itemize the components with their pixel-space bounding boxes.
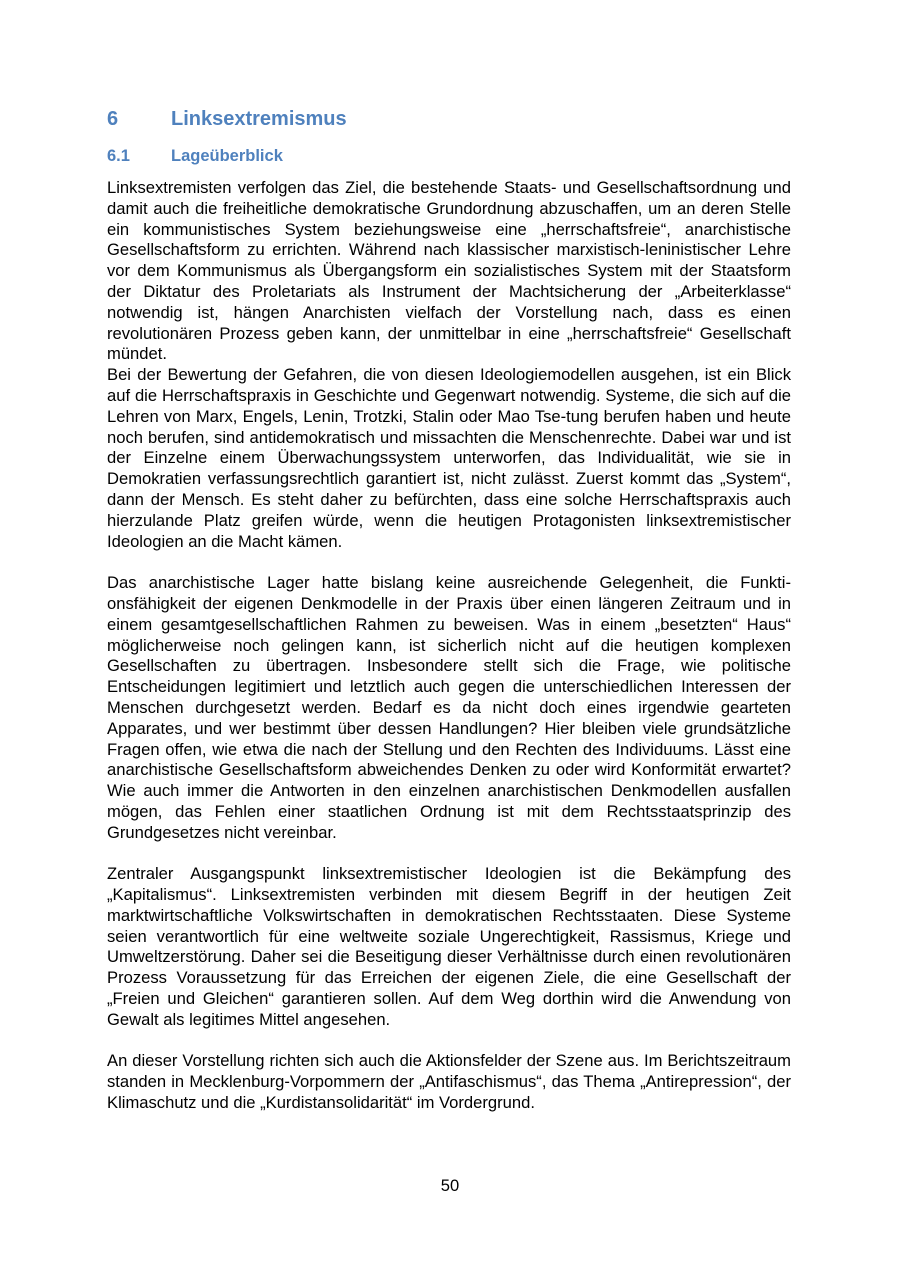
paragraph-3: Das anarchistische Lager hatte bislang keine ausreichende Gelegenheit, die Funktionsfähigkeit der eigenen Denkmodelle in der Praxis über einen längeren Zeitraum und in einem gesamtgesellschaftlichen Rahmen zu beweisen. Was in einem „besetzten“ Haus“ möglicherweise noch gelingen kann, ist sicherlich nicht auf die heutigen komplexen Gesellschaften zu übertragen. Insbesondere stellt sich die Frage, wie politische Entscheidungen legitimiert und letztlich auch gegen die unterschiedlichen Interessen der Menschen durchgesetzt werden. Bedarf es da nicht doch eines irgendwie gearteten Apparates, und wer bestimmt über dessen Handlungen? Hier bleiben viele grundsätzliche Fragen offen, wie etwa die nach der Stellung und den Rechten des Individuums. Lässt eine anarchistische Gesellschaftsform abweichendes Denken zu oder wird Konformität erwartet? Wie auch immer die Antworten in den einzelnen anarchistischen Denkmodellen ausfallen mögen, das Fehlen einer staatlichen Ordnung ist mit dem Rechtsstaatsprinzip des Grundgesetzes nicht vereinbar. [107, 573, 791, 842]
paragraph-5: An dieser Vorstellung richten sich auch die Aktionsfelder der Szene aus. Im Berichtszeitraum standen in Mecklenburg-Vorpommern der „Antifaschismus“, das Thema „Antirepression“, der Klimaschutz und die „Kurdistansolidarität“ im Vordergrund. [107, 1051, 791, 1113]
section-title: Lageüberblick [171, 147, 283, 165]
paragraph-1: Linksextremisten verfolgen das Ziel, die bestehende Staats- und Gesellschaftsordnung und damit auch die freiheitliche demokratische Grundordnung abzuschaffen, um an deren Stelle ein kommunistisches System beziehungsweise eine „herrschaftsfreie“, anarchistische Gesellschaftsform zu errichten. Während nach klassischer marxistisch-leninistischer Lehre vor dem Kommunismus als Übergangsform ein sozialistisches System mit der Staatsform der Diktatur des Proletariats als Instrument der Machtsicherung der „Arbeiterklasse“ notwendig ist, hängen Anarchisten vielfach der Vorstellung nach, dass es einen revolutionären Prozess geben kann, der unmittelbar in eine „herrschaftsfreie“ Gesellschaft mündet. [107, 178, 791, 364]
chapter-number: 6 [107, 108, 119, 130]
section-number: 6.1 [107, 147, 130, 165]
page-content [107, 104, 791, 1114]
page-number: 50 [440, 1176, 460, 1195]
section-heading [107, 144, 791, 168]
paragraph-4: Zentraler Ausgangspunkt linksextremistischer Ideologien ist die Bekämpfung des „Kapitalismus“. Linksextremisten verbinden mit diesem Begriff in der heutigen Zeit marktwirtschaftliche Volkswirtschaften in demokratischen Rechtsstaaten. Diese Systeme seien verantwortlich für eine weltweite soziale Ungerechtigkeit, Rassismus, Kriege und Umweltzerstörung. Daher sei die Beseitigung dieser Verhältnisse durch einen revolutionären Prozess Voraussetzung für das Erreichen der eigenen Ziele, die eine Gesellschaft der „Freien und Gleichen“ garantieren sollen. Auf dem Weg dorthin wird die Anwendung von Gewalt als legitimes Mittel angesehen. [107, 864, 791, 1029]
chapter-heading [107, 104, 791, 134]
chapter-title: Linksextremismus [171, 108, 347, 130]
paragraph-2: Bei der Bewertung der Gefahren, die von diesen Ideologiemodellen ausgehen, ist ein Blick auf die Herrschaftspraxis in Geschichte und Gegenwart notwendig. Systeme, die sich auf die Lehren von Marx, Engels, Lenin, Trotzki, Stalin oder Mao Tse-tung berufen haben und heute noch berufen, sind antidemokratisch und missachten die Menschenrechte. Dabei war und ist der Einzelne einem Überwachungssystem unterworfen, das Individualität, wie sie in Demokratien verfassungsrechtlich garantiert ist, nicht zulässt. Zuerst kommt das „System“, dann der Mensch. Es steht daher zu befürchten, dass eine solche Herrschaftspraxis auch hierzulande Platz greifen würde, wenn die heutigen Protagonisten linksextremistischer Ideologien an die Macht kämen. [107, 365, 791, 551]
